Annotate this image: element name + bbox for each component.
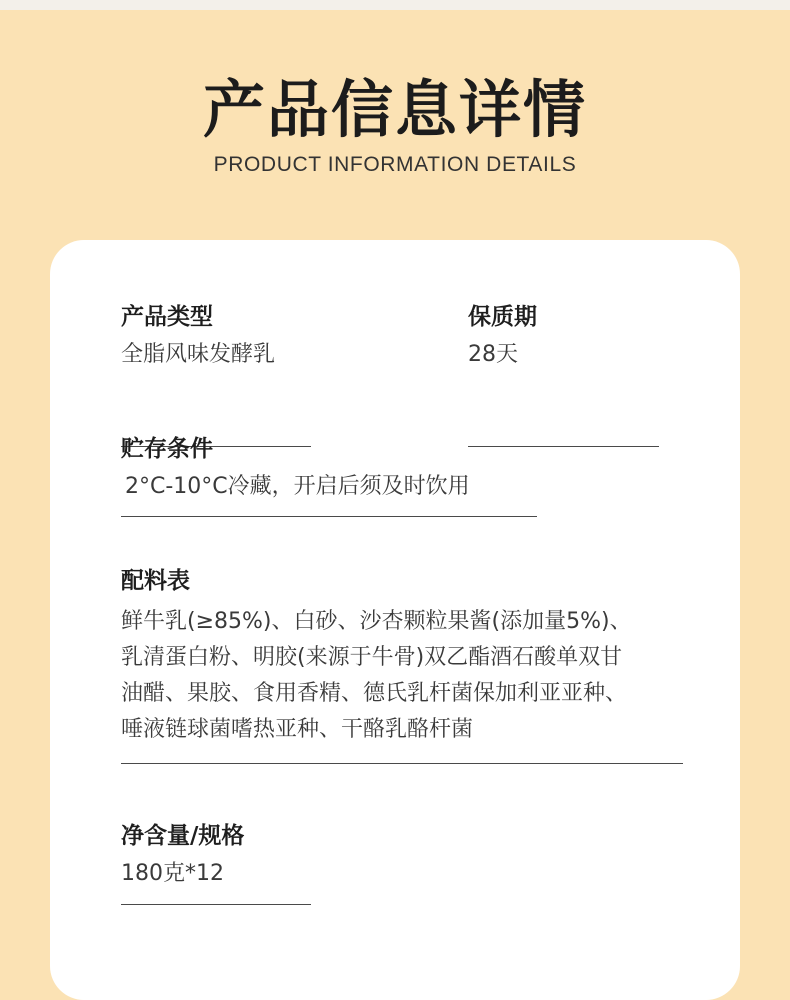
storage-divider <box>121 516 537 517</box>
ingredients-line: 油醋、果胶、食用香精、德氏乳杆菌保加利亚亚种、 <box>121 681 628 706</box>
product-type-value: 全脂风味发酵乳 <box>121 342 276 367</box>
net-content-value: 180克*12 <box>121 861 224 886</box>
net-content-divider <box>121 904 311 905</box>
shelf-life-divider <box>468 446 659 447</box>
storage-value: 2°C-10°C冷藏，开启后须及时饮用 <box>125 474 470 499</box>
net-content-label: 净含量/规格 <box>121 823 245 849</box>
top-strip <box>0 0 790 10</box>
page-title: 产品信息详情 <box>202 73 587 146</box>
field-ingredients <box>121 566 681 748</box>
shelf-life-value: 28天 <box>468 342 518 367</box>
ingredients-line: 鲜牛乳(≥85%)、白砂、沙杏颗粒果酱(添加量5%)、 <box>121 609 632 634</box>
ingredients-line: 乳清蛋白粉、明胶(来源于牛骨)双乙酯酒石酸单双甘 <box>121 645 623 670</box>
field-shelf-life <box>468 302 537 370</box>
field-net-content <box>121 821 244 889</box>
field-storage <box>121 434 470 502</box>
field-product-type <box>121 302 275 370</box>
product-type-label: 产品类型 <box>121 304 213 330</box>
shelf-life-label: 保质期 <box>468 304 537 330</box>
ingredients-label: 配料表 <box>121 568 190 594</box>
info-card <box>50 240 740 1000</box>
ingredients-divider <box>121 763 683 764</box>
ingredients-line: 唾液链球菌嗜热亚种、干酪乳酪杆菌 <box>121 717 474 742</box>
storage-label: 贮存条件 <box>121 436 213 462</box>
ingredients-text <box>121 604 681 748</box>
page-subtitle: PRODUCT INFORMATION DETAILS <box>213 153 577 176</box>
